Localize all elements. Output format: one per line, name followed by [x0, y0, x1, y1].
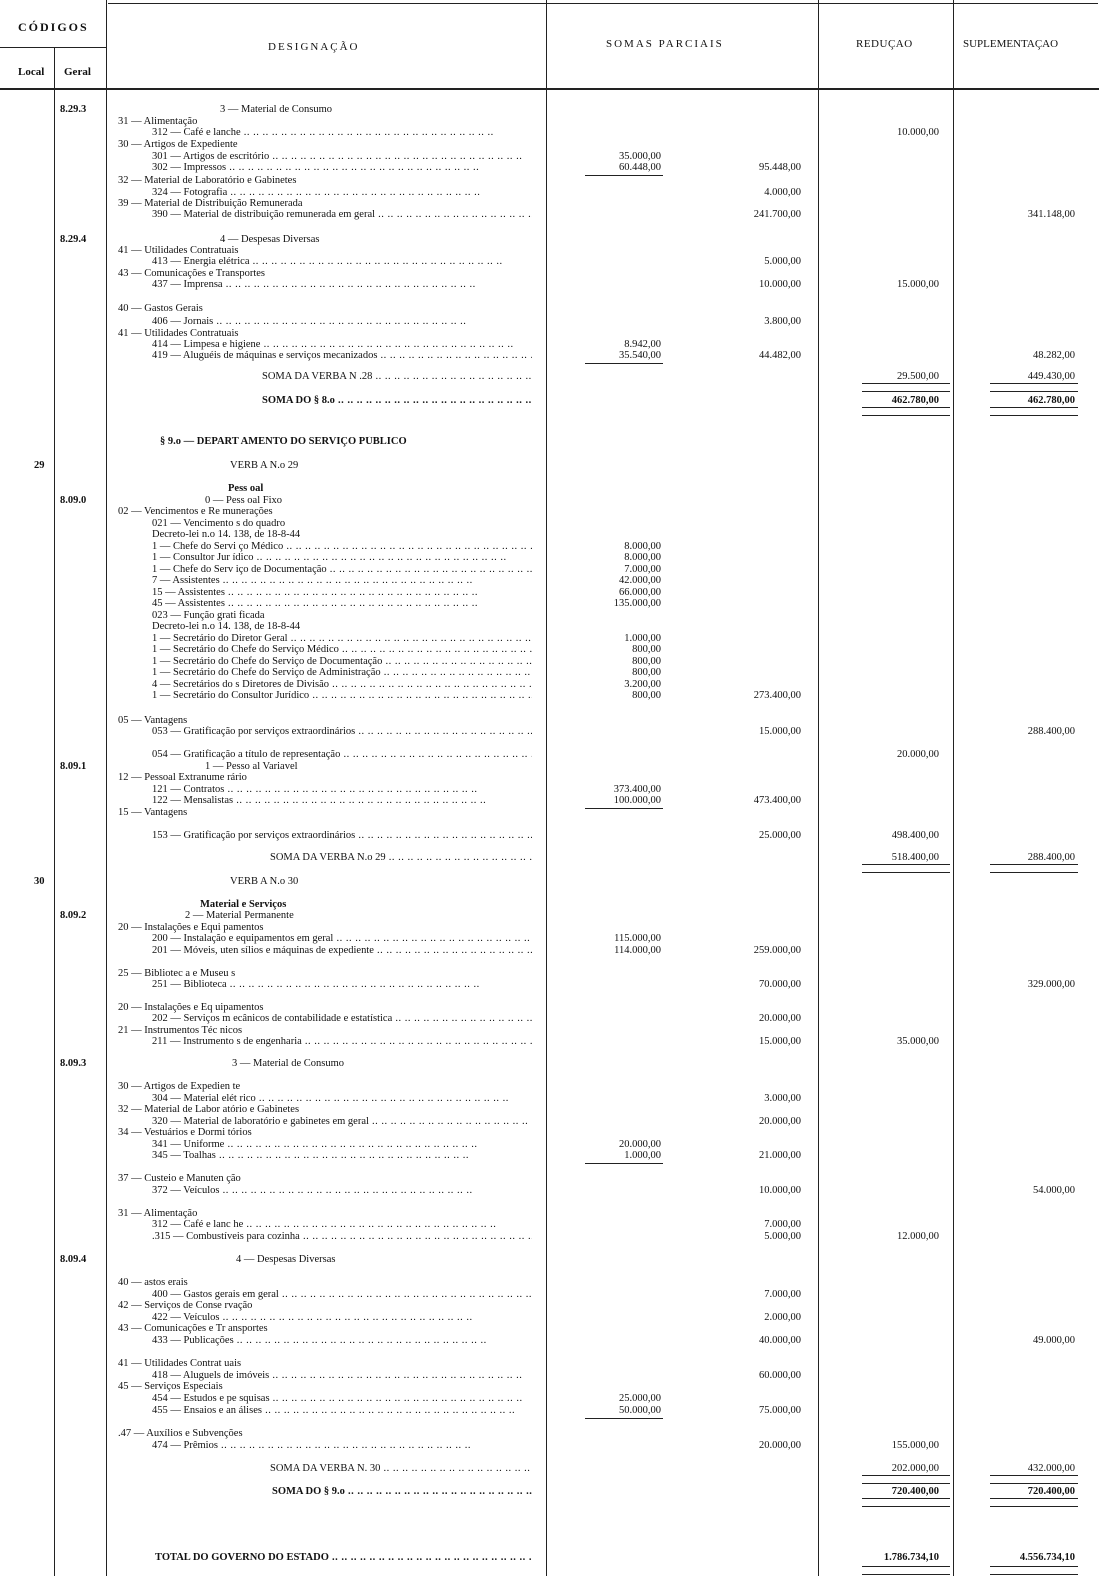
amount-c4: 720.400,00: [1027, 1486, 1075, 1497]
ledger-row: [0, 830, 1101, 842]
ledger-row: [0, 1335, 1101, 1347]
ledger-row: [0, 256, 1101, 268]
ledger-row: [0, 795, 1101, 807]
total-rule: [862, 1498, 950, 1499]
row-description: VERB A N.o 29: [230, 460, 299, 471]
amount-c1: 20.000,00: [619, 1139, 661, 1150]
amount-c1: 135.000,00: [613, 598, 661, 609]
row-description: 301 — Artigos de escritório .. ..: [152, 151, 532, 163]
amount-c3: 498.400,00: [891, 830, 939, 841]
code-geral: 8.29.4: [60, 234, 87, 245]
row-description: 304 — Material elét rico .. ..: [152, 1093, 532, 1105]
row-description: 02 — Vencimentos e Re munerações: [118, 506, 273, 517]
amount-c4: 329.000,00: [1027, 979, 1075, 990]
amount-c1: 42.000,00: [619, 575, 661, 586]
row-description: 201 — Móveis, uten sílios e máquinas de expediente .. ..: [152, 945, 532, 957]
amount-c3: 29.500,00: [897, 371, 939, 382]
header-reducao: REDUÇAO: [856, 38, 913, 50]
ledger-row: [0, 1231, 1101, 1243]
total-rule: [862, 407, 950, 408]
row-description: 211 — Instrumento s de engenharia .. ..: [152, 1036, 532, 1048]
amount-c2: 15.000,00: [759, 1036, 801, 1047]
row-description: Material e Serviços: [200, 899, 287, 910]
row-description: 372 — Veículos .. ..: [152, 1185, 532, 1197]
row-description: 41 — Utilidades Contratuais: [118, 328, 239, 339]
amount-c2: 95.448,00: [759, 162, 801, 173]
ledger-row: [0, 933, 1101, 945]
amount-c4: 288.400,00: [1027, 852, 1075, 863]
row-description: 3 — Material de Consumo: [220, 104, 332, 115]
row-description: 200 — Instalação e equipamentos em geral .. ..: [152, 933, 532, 945]
ledger-row: [0, 1081, 1101, 1093]
ledger-row: [0, 316, 1101, 328]
ledger-row: [0, 1393, 1101, 1405]
subtotal-rule: [585, 1163, 663, 1164]
amount-c4: 462.780,00: [1027, 395, 1075, 406]
ledger-row: [0, 436, 1101, 448]
amount-c1: 800,00: [632, 667, 661, 678]
amount-c1: 50.000,00: [619, 1405, 661, 1416]
ledger-row: [0, 979, 1101, 991]
ledger-row: [0, 1277, 1101, 1289]
row-description: Decreto-lei n.o 14. 138, de 18-8-44: [152, 621, 301, 632]
header-designacao: DESIGNAÇÃO: [268, 41, 360, 53]
row-description: 021 — Vencimento s do quadro: [152, 518, 286, 529]
amount-c3: 20.000,00: [897, 749, 939, 760]
ledger-row: [0, 876, 1101, 888]
amount-c1: 1.000,00: [624, 1150, 661, 1161]
ledger-row: [0, 1300, 1101, 1312]
row-description: 40 — Gastos Gerais: [118, 303, 203, 314]
code-geral: 8.09.4: [60, 1254, 87, 1265]
amount-c1: 114.000,00: [614, 945, 661, 956]
row-description: 41 — Utilidades Contratuais: [118, 245, 239, 256]
ledger-row: [0, 621, 1101, 633]
total-rule: [862, 1506, 950, 1507]
amount-c2: 259.000,00: [753, 945, 801, 956]
total-rule: [990, 872, 1078, 873]
row-description: VERB A N.o 30: [230, 876, 299, 887]
subtotal-rule: [585, 1418, 663, 1419]
row-description: SOMA DA VERBA N .28 .. ..: [262, 371, 532, 383]
row-description: 455 — Ensaios e an álises .. ..: [152, 1405, 532, 1417]
row-description: 39 — Material de Distribuição Remunerada: [118, 198, 303, 209]
amount-c1: 35.000,00: [619, 151, 661, 162]
amount-c2: 21.000,00: [759, 1150, 801, 1161]
amount-c1: 60.448,00: [619, 162, 661, 173]
row-description: 414 — Limpesa e higiene .. ..: [152, 339, 532, 351]
ledger-row: [0, 460, 1101, 472]
row-description: 1 — Secretário do Chefe do Serviço de Documentação .. ..: [152, 656, 532, 668]
amount-c3: 202.000,00: [891, 1463, 939, 1474]
row-description: 302 — Impressos .. ..: [152, 162, 532, 174]
row-description: 15 — Vantagens: [118, 807, 188, 818]
row-description: 419 — Aluguéis de máquinas e serviços mecanizados .. ..: [152, 350, 532, 362]
row-description: TOTAL DO GOVERNO DO ESTADO .. ..: [155, 1552, 532, 1564]
total-rule: [990, 1566, 1078, 1567]
ledger-row: [0, 1428, 1101, 1440]
amount-c4: 432.000,00: [1027, 1463, 1075, 1474]
ledger-row: [0, 1219, 1101, 1231]
ledger-row: [0, 1127, 1101, 1139]
row-description: 31 — Alimentação: [118, 116, 198, 127]
amount-c1: 7.000,00: [624, 564, 661, 575]
row-description: 20 — Instalações e Equi pamentos: [118, 922, 264, 933]
amount-c1: 8.942,00: [624, 339, 661, 350]
row-description: 41 — Utilidades Contrat uais: [118, 1358, 242, 1369]
row-description: 32 — Material de Labor atório e Gabinetes: [118, 1104, 300, 1115]
amount-c3: 518.400,00: [891, 852, 939, 863]
row-description: .315 — Combustíveis para cozinha .. ..: [152, 1231, 532, 1243]
total-rule: [990, 1483, 1078, 1484]
row-description: 053 — Gratificação por serviços extraordinários .. ..: [152, 726, 532, 738]
ledger-row: [0, 303, 1101, 315]
amount-c2: 20.000,00: [759, 1116, 801, 1127]
ledger-row: [0, 1463, 1101, 1475]
row-description: SOMA DA VERBA N.o 29 .. ..: [270, 852, 532, 864]
header-geral: Geral: [64, 66, 91, 78]
ledger-row: [0, 483, 1101, 495]
row-description: Decreto-lei n.o 14. 138, de 18-8-44: [152, 529, 301, 540]
ledger-row: [0, 1104, 1101, 1116]
row-description: 20 — Instalações e Eq uipamentos: [118, 1002, 264, 1013]
row-description: 1 — Consultor Jur ídico .. ..: [152, 552, 532, 564]
ledger-row: [0, 1150, 1101, 1162]
row-description: Pess oal: [228, 483, 264, 494]
total-rule: [990, 1506, 1078, 1507]
row-description: 413 — Energia elétrica .. ..: [152, 256, 532, 268]
row-description: 1 — Secretário do Chefe do Serviço de Administração .. ..: [152, 667, 532, 679]
amount-c2: 2.000,00: [764, 1312, 801, 1323]
row-description: 3 — Material de Consumo: [232, 1058, 344, 1069]
code-geral: 8.09.0: [60, 495, 87, 506]
amount-c2: 75.000,00: [759, 1405, 801, 1416]
row-description: 42 — Serviços de Conse rvação: [118, 1300, 253, 1311]
total-rule: [990, 1498, 1078, 1499]
ledger-row: [0, 529, 1101, 541]
header-top-rule: [108, 3, 1098, 4]
amount-c1: 66.000,00: [619, 587, 661, 598]
ledger-row: [0, 644, 1101, 656]
ledger-row: [0, 1058, 1101, 1070]
amount-c2: 7.000,00: [764, 1219, 801, 1230]
row-description: 1 — Secretário do Chefe do Serviço Médico .. ..: [152, 644, 532, 656]
row-description: 121 — Contratos .. ..: [152, 784, 532, 796]
amount-c3: 720.400,00: [891, 1486, 939, 1497]
amount-c2: 5.000,00: [764, 256, 801, 267]
amount-c2: 3.800,00: [764, 316, 801, 327]
header-local: Local: [18, 66, 45, 78]
amount-c2: 10.000,00: [759, 279, 801, 290]
header-bottom-rule: [0, 88, 1099, 90]
ledger-row: [0, 162, 1101, 174]
row-description: 122 — Mensalistas .. ..: [152, 795, 532, 807]
amount-c2: 60.000,00: [759, 1370, 801, 1381]
row-description: 1 — Secretário do Diretor Geral .. ..: [152, 633, 532, 645]
amount-c1: 8.000,00: [624, 541, 661, 552]
row-description: 437 — Imprensa .. ..: [152, 279, 532, 291]
row-description: 202 — Serviços m ecânicos de contabilidade e estatística .. ..: [152, 1013, 532, 1025]
code-local: 29: [34, 460, 45, 471]
row-description: 2 — Material Permanente: [185, 910, 294, 921]
amount-c2: 20.000,00: [759, 1440, 801, 1451]
ledger-row: [0, 1552, 1101, 1564]
row-description: 1 — Chefe do Servi ço Médico .. ..: [152, 541, 532, 553]
code-geral: 8.09.1: [60, 761, 87, 772]
header-codigos: CÓDIGOS: [18, 20, 89, 34]
code-local: 30: [34, 876, 45, 887]
amount-c1: 800,00: [632, 690, 661, 701]
row-description: 1 — Secretário do Consultor Jurídico .. ..: [152, 690, 532, 702]
row-description: 37 — Custeio e Manuten ção: [118, 1173, 241, 1184]
amount-c1: 3.200,00: [624, 679, 661, 690]
row-description: 1 — Chefe do Serv iço de Documentação .. ..: [152, 564, 532, 576]
total-rule: [990, 1574, 1078, 1575]
ledger-row: [0, 371, 1101, 383]
amount-c2: 241.700,00: [753, 209, 801, 220]
row-description: 023 — Função grati ficada: [152, 610, 265, 621]
amount-c1: 25.000,00: [619, 1393, 661, 1404]
ledger-row: [0, 1013, 1101, 1025]
total-rule: [862, 383, 950, 384]
total-rule: [862, 391, 950, 392]
row-description: 320 — Material de laboratório e gabinetes em geral .. ..: [152, 1116, 532, 1128]
ledger-row: [0, 104, 1101, 116]
total-rule: [990, 415, 1078, 416]
row-description: 400 — Gastos gerais em geral .. ..: [152, 1289, 532, 1301]
amount-c2: 20.000,00: [759, 1013, 801, 1024]
ledger-row: [0, 726, 1101, 738]
ledger-row: [0, 945, 1101, 957]
header-codes-rule: [0, 47, 106, 48]
total-rule: [862, 1475, 950, 1476]
row-description: 45 — Assistentes .. ..: [152, 598, 532, 610]
total-rule: [862, 872, 950, 873]
ledger-row: [0, 506, 1101, 518]
amount-c1: 115.000,00: [614, 933, 661, 944]
row-description: 43 — Comunicações e Tr ansportes: [118, 1323, 268, 1334]
ledger-row: [0, 772, 1101, 784]
total-rule: [862, 1566, 950, 1567]
amount-c4: 48.282,00: [1033, 350, 1075, 361]
amount-c4: 49.000,00: [1033, 1335, 1075, 1346]
amount-c1: 35.540,00: [619, 350, 661, 361]
row-description: 324 — Fotografia .. ..: [152, 187, 532, 199]
ledger-row: [0, 395, 1101, 407]
ledger-row: [0, 1173, 1101, 1185]
amount-c4: 54.000,00: [1033, 1185, 1075, 1196]
amount-c2: 40.000,00: [759, 1335, 801, 1346]
total-rule: [862, 415, 950, 416]
ledger-row: [0, 127, 1101, 139]
row-description: 4 — Despesas Diversas: [236, 1254, 336, 1265]
ledger-row: [0, 667, 1101, 679]
amount-c1: 800,00: [632, 644, 661, 655]
amount-c2: 44.482,00: [759, 350, 801, 361]
row-description: 054 — Gratificação a título de representação .. ..: [152, 749, 532, 761]
row-description: 40 — astos erais: [118, 1277, 188, 1288]
amount-c2: 273.400,00: [753, 690, 801, 701]
row-description: 25 — Bibliotec a e Museu s: [118, 968, 236, 979]
amount-c4: 341.148,00: [1027, 209, 1075, 220]
amount-c2: 4.000,00: [764, 187, 801, 198]
row-description: .47 — Auxílios e Subvenções: [118, 1428, 243, 1439]
subtotal-rule: [585, 363, 663, 364]
row-description: 30 — Artigos de Expediente: [118, 139, 238, 150]
total-rule: [990, 864, 1078, 865]
row-description: SOMA DO § 9.o .. ..: [272, 1486, 532, 1498]
total-rule: [990, 1475, 1078, 1476]
row-description: 4 — Despesas Diversas: [220, 234, 320, 245]
row-description: SOMA DA VERBA N. 30 .. ..: [270, 1463, 532, 1475]
row-description: SOMA DO § 8.o .. ..: [262, 395, 532, 407]
total-rule: [990, 383, 1078, 384]
ledger-row: [0, 175, 1101, 187]
amount-c2: 25.000,00: [759, 830, 801, 841]
row-description: 21 — Instrumentos Téc nicos: [118, 1025, 243, 1036]
amount-c3: 15.000,00: [897, 279, 939, 290]
amount-c2: 3.000,00: [764, 1093, 801, 1104]
row-description: § 9.o — DEPART AMENTO DO SERVIÇO PÚBLICO: [160, 436, 407, 447]
row-description: 15 — Assistentes .. ..: [152, 587, 532, 599]
ledger-row: [0, 1254, 1101, 1266]
row-description: 406 — Jornais .. ..: [152, 316, 532, 328]
ledger-row: [0, 1440, 1101, 1452]
amount-c1: 800,00: [632, 656, 661, 667]
header-somas-parciais: SOMAS PARCIAIS: [606, 38, 724, 50]
amount-c3: 462.780,00: [891, 395, 939, 406]
amount-c2: 5.000,00: [764, 1231, 801, 1242]
row-description: 251 — Biblioteca .. ..: [152, 979, 532, 991]
row-description: 433 — Publicações .. ..: [152, 1335, 532, 1347]
code-geral: 8.29.3: [60, 104, 87, 115]
row-description: 312 — Café e lanche .. ..: [152, 127, 532, 139]
amount-c4: 449.430,00: [1027, 371, 1075, 382]
amount-c2: 70.000,00: [759, 979, 801, 990]
amount-c3: 155.000,00: [891, 1440, 939, 1451]
ledger-row: [0, 1036, 1101, 1048]
amount-c2: 15.000,00: [759, 726, 801, 737]
ledger-row: [0, 1405, 1101, 1417]
row-description: 474 — Prêmios .. ..: [152, 1440, 532, 1452]
ledger-row: [0, 910, 1101, 922]
amount-c2: 7.000,00: [764, 1289, 801, 1300]
row-description: 418 — Aluguels de imóveis .. ..: [152, 1370, 532, 1382]
amount-c2: 10.000,00: [759, 1185, 801, 1196]
amount-c1: 8.000,00: [624, 552, 661, 563]
code-geral: 8.09.3: [60, 1058, 87, 1069]
ledger-row: [0, 350, 1101, 362]
row-description: 153 — Gratificação por serviços extraordinários .. ..: [152, 830, 532, 842]
total-rule: [990, 407, 1078, 408]
row-description: 05 — Vantagens: [118, 715, 188, 726]
amount-c3: 10.000,00: [897, 127, 939, 138]
row-description: 7 — Assistentes .. ..: [152, 575, 532, 587]
ledger-row: [0, 807, 1101, 819]
amount-c3: 35.000,00: [897, 1036, 939, 1047]
ledger-row: [0, 552, 1101, 564]
total-rule: [862, 1483, 950, 1484]
ledger-row: [0, 1381, 1101, 1393]
ledger-row: [0, 749, 1101, 761]
amount-c1: 373.400,00: [613, 784, 661, 795]
row-description: 1 — Pesso al Variavel: [205, 761, 298, 772]
ledger-row: [0, 852, 1101, 864]
ledger-row: [0, 598, 1101, 610]
row-description: 341 — Uniforme .. ..: [152, 1139, 532, 1151]
amount-c3: 12.000,00: [897, 1231, 939, 1242]
row-description: 43 — Comunicações e Transportes: [118, 268, 265, 279]
total-rule: [990, 391, 1078, 392]
row-description: 12 — Pessoal Extranume rário: [118, 772, 247, 783]
ledger-row: [0, 279, 1101, 291]
amount-c3: 1.786.734,10: [883, 1552, 939, 1563]
header-suplementacao: SUPLEMENTAÇAO: [963, 38, 1059, 50]
row-description: 4 — Secretários do s Diretores de Divisão .. ..: [152, 679, 532, 691]
ledger-row: [0, 1486, 1101, 1498]
total-rule: [862, 1574, 950, 1575]
amount-c1: 1.000,00: [624, 633, 661, 644]
row-description: 422 — Veículos .. ..: [152, 1312, 532, 1324]
row-description: 31 — Alimentação: [118, 1208, 198, 1219]
total-rule: [862, 864, 950, 865]
ledger-row: [0, 139, 1101, 151]
row-description: 45 — Serviços Especiais: [118, 1381, 223, 1392]
row-description: 32 — Material de Laboratório e Gabinetes: [118, 175, 297, 186]
ledger-row: [0, 1185, 1101, 1197]
ledger-row: [0, 1323, 1101, 1335]
row-description: 34 — Vestuários e Dormi tórios: [118, 1127, 252, 1138]
amount-c1: 100.000,00: [613, 795, 661, 806]
row-description: 390 — Material de distribuição remunerada em geral .. ..: [152, 209, 532, 221]
row-description: 30 — Artigos de Expedien te: [118, 1081, 241, 1092]
amount-c4: 4.556.734,10: [1019, 1552, 1075, 1563]
row-description: 312 — Café e lanc he .. ..: [152, 1219, 532, 1231]
ledger-row: [0, 690, 1101, 702]
row-description: 345 — Toalhas .. ..: [152, 1150, 532, 1162]
amount-c4: 288.400,00: [1027, 726, 1075, 737]
ledger-row: [0, 1358, 1101, 1370]
row-description: 454 — Estudos e pe squisas .. ..: [152, 1393, 532, 1405]
code-geral: 8.09.2: [60, 910, 87, 921]
amount-c2: 473.400,00: [753, 795, 801, 806]
row-description: 0 — Pess oal Fixo: [205, 495, 283, 506]
ledger-row: [0, 209, 1101, 221]
ledger-row: [0, 575, 1101, 587]
